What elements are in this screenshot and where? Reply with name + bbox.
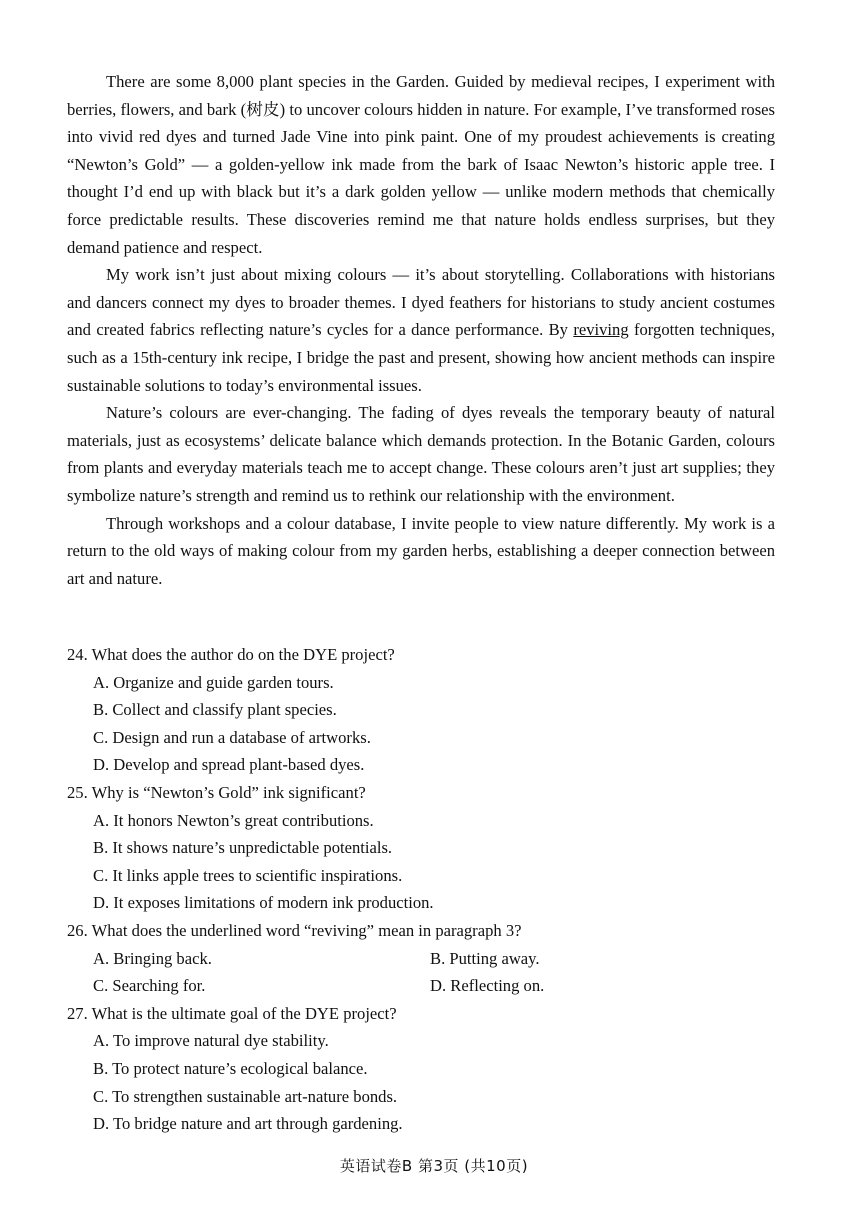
page-footer: 英语试卷B 第3页 (共10页) [339, 1157, 529, 1175]
question-26 [67, 917, 775, 1000]
question-stem: 25. Why is “Newton’s Gold” ink significant? [67, 782, 366, 802]
paragraph-2-text-start: My work isn’t just about mixing colours — it’s about storytelling. Collaborations with historians and dancers connect my dyes to broader themes. I dyed feathers for historians to study ancient costumes and created fabrics reflecting nature’s cycles for a dance performance. By [67, 265, 775, 340]
option-d: D. To bridge nature and art through gardening. [93, 1114, 403, 1134]
option-c: C. It links apple trees to scientific inspirations. [93, 865, 403, 885]
question-27 [67, 1000, 775, 1138]
question-list [67, 641, 775, 1138]
question-stem: 27. What is the ultimate goal of the DYE project? [67, 1003, 397, 1023]
question-stem: 24. What does the author do on the DYE project? [67, 645, 395, 664]
option-b: B. To protect nature’s ecological balance. [93, 1058, 368, 1078]
paragraph-4: Through workshops and a colour database, I invite people to view nature differently. My work is a return to the old ways of making colour from my garden herbs, establishing a deeper connection between art and nature. [67, 513, 775, 588]
reading-passage [67, 68, 775, 592]
option-a: A. It honors Newton’s great contributions. [93, 810, 374, 830]
paragraph-1: There are some 8,000 plant species in the Garden. Guided by medieval recipes, I experiment with berries, flowers, and bark (树皮) to uncover colours hidden in nature. For example, I’ve transformed roses into vivid red dyes and turned Jade Vine into pink paint. One of my proudest achievements is creating “Newton’s Gold” — a golden-yellow ink made from the bark of Isaac Newton’s historic apple tree. I thought I’d end up with black but it’s a dark golden yellow — unlike modern methods that chemically force predictable results. These discoveries remind me that nature holds endless surprises, but they demand patience and respect. [67, 72, 775, 257]
option-a: A. To improve natural dye stability. [93, 1031, 329, 1051]
option-a: A. Bringing back. [93, 948, 212, 968]
question-24 [67, 641, 775, 779]
paragraph-2 [67, 261, 775, 399]
option-grid [93, 945, 775, 1000]
option-d: D. Develop and spread plant-based dyes. [93, 755, 365, 775]
question-25 [67, 779, 775, 917]
option-b: B. Collect and classify plant species. [93, 700, 337, 720]
option-b: B. Putting away. [430, 948, 540, 968]
option-a: A. Organize and guide garden tours. [93, 672, 334, 692]
option-c: C. Searching for. [93, 976, 206, 996]
option-c: C. Design and run a database of artworks. [93, 727, 371, 747]
option-b: B. It shows nature’s unpredictable potentials. [93, 838, 393, 858]
question-stem: 26. What does the underlined word “reviving” mean in paragraph 3? [67, 920, 522, 940]
paragraph-3: Nature’s colours are ever-changing. The fading of dyes reveals the temporary beauty of natural materials, just as ecosystems’ delicate balance which demands protection. In the Botanic Garden, colours from plants and everyday materials teach me to accept change. These colours aren’t just art supplies; they symbolize nature’s strength and remind us to rethink our relationship with the environment. [67, 403, 775, 505]
paragraph-2-text-end: forgotten techniques, such as a 15th-century ink recipe, I bridge the past and present, showing how ancient methods can inspire sustainable solutions to today’s environmental issues. [67, 320, 775, 395]
option-d: D. Reflecting on. [430, 976, 545, 996]
underlined-word: reviving [573, 320, 629, 340]
option-c: C. To strengthen sustainable art-nature bonds. [93, 1086, 398, 1106]
option-d: D. It exposes limitations of modern ink production. [93, 893, 434, 913]
